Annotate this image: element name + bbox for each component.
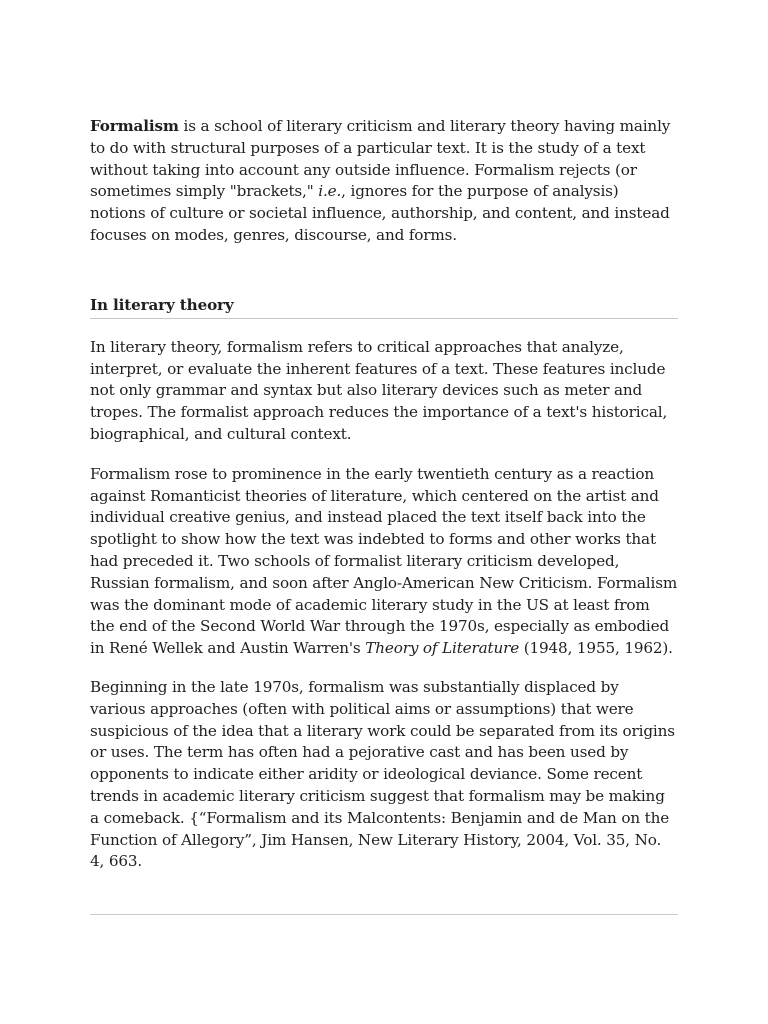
paragraph-2-text-part2: (1948, 1955, 1962). — [519, 639, 673, 658]
intro-term: Formalism — [90, 117, 179, 135]
section-paragraph-3: Beginning in the late 1970s, formalism was substantially displaced by various approaches (often with political aims or assumptions) that were suspicious of the idea that a literary work could be separated from its origins or uses. The term has often had a pejorative cast and has been used by opponents to indicate either aridity or ideological deviance. Some recent trends in academic literary criticism suggest that formalism may be making a comeback. {“Formalism and its Malcontents: Benjamin and de Man on the Function of Allegory”, Jim Hansen, New Literary History, 2004, Vol. 35, No. 4, 663. — [90, 677, 675, 871]
paragraph-2-text-part1: Formalism rose to prominence in the early twentieth century as a reaction against Romanticist theories of literature, which centered on the artist and individual creative genius, and instead placed the text itself back into the spotlight to show how the text was indebted to forms and other works that had preceded it. Two schools of formalist literary criticism developed, Russian formalism, and soon after Anglo-American New Criticism. Formalism was the dominant mode of academic literary study in the US at least from the end of the Second World War through the 1970s, especially as embodied in René Wellek and Austin Warren's — [90, 464, 678, 658]
section-paragraph-1: In literary theory, formalism refers to critical approaches that analyze, interpret, or evaluate the inherent features of a text. These features include not only grammar and syntax but also literary devices such as meter and tropes. The formalist approach reduces the importance of a text's historical, biographical, and cultural context. — [90, 337, 668, 443]
intro-text-part1: is a school of literary criticism and literary theory having mainly to do with structural purposes of a particular text. It is the study of a text without taking into account any outside influence. Formalism rejects (or sometimes simply "brackets," — [90, 117, 671, 201]
book-title: Theory of Literature — [365, 639, 520, 658]
document-body — [90, 116, 678, 873]
intro-text-part2: , ignores for the purpose of analysis) notions of culture or societal influence, authorship, and content, and instead focuses on modes, genres, discourse, and forms. — [90, 182, 670, 244]
section-heading-rule — [90, 295, 678, 319]
section-heading: In literary theory — [90, 295, 234, 314]
section-paragraph-2 — [90, 464, 678, 660]
intro-paragraph — [90, 116, 678, 247]
intro-ie: i.e. — [318, 182, 342, 201]
bottom-divider — [90, 914, 678, 915]
